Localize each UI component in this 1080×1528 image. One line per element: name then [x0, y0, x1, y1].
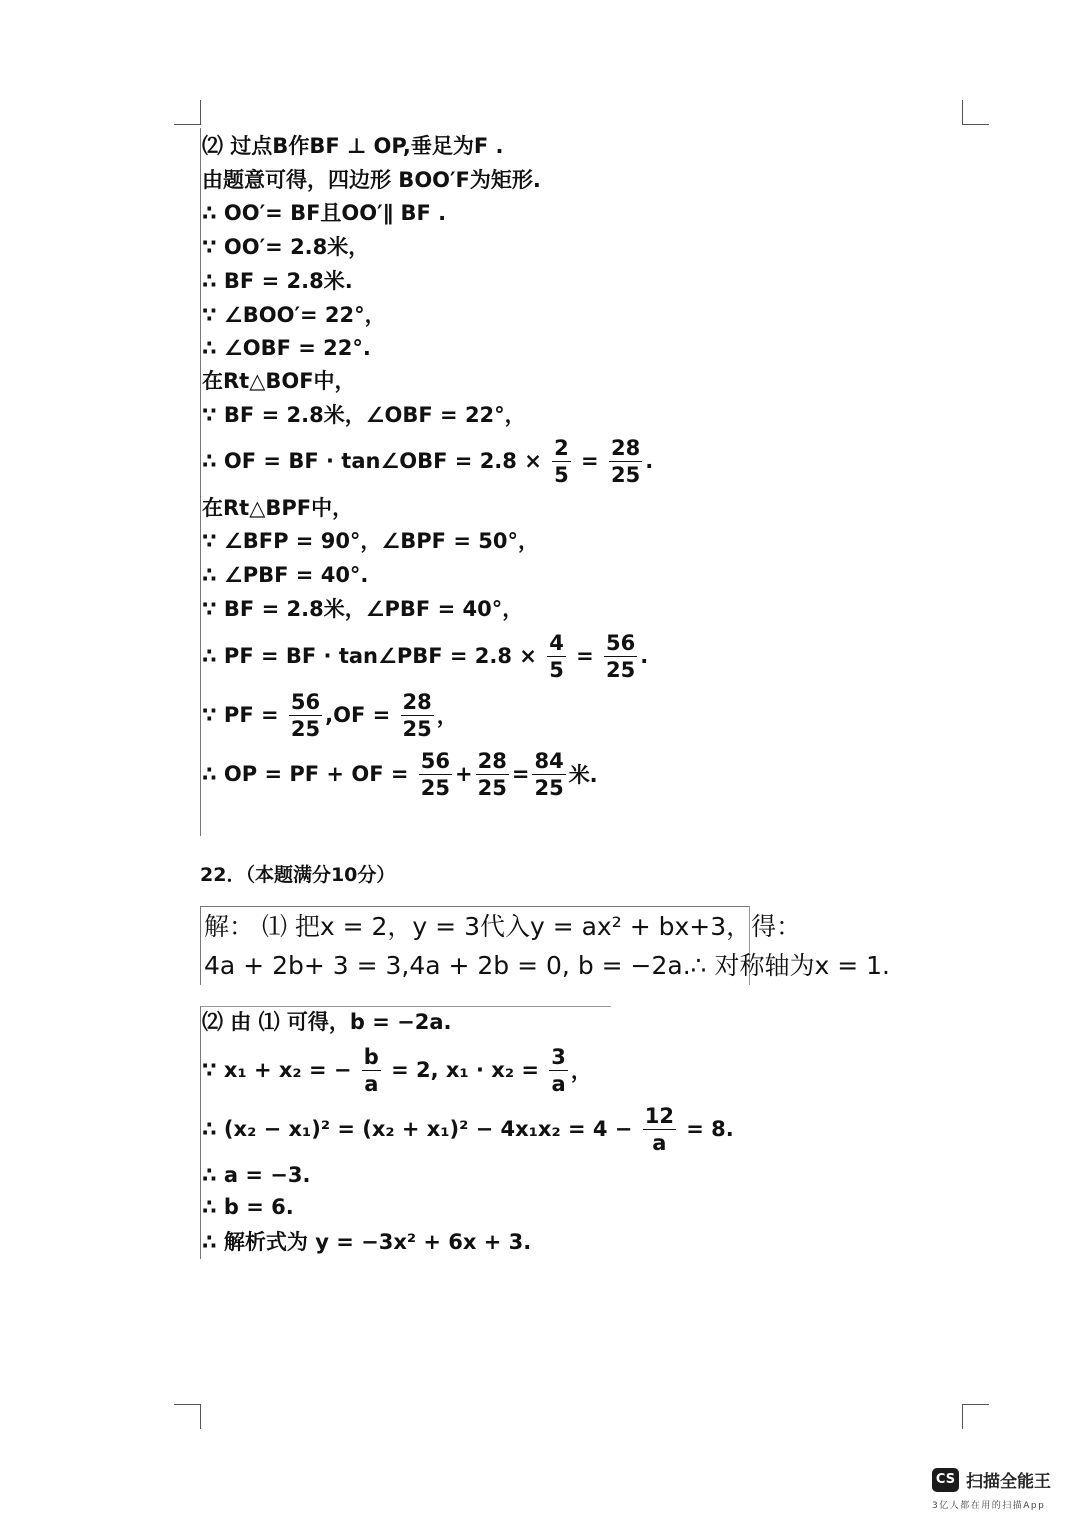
text-segment: 米. — [568, 763, 598, 787]
camscanner-logo — [932, 1467, 1051, 1492]
solution-line: 4a + 2b+ 3 = 3,4a + 2b = 0, b = −2a.∴ 对称轴为x = 1. — [204, 951, 890, 980]
crop-mark-bottom-right — [962, 1404, 989, 1429]
denominator: 25 — [477, 775, 507, 800]
solution-line: 在Rt△BPF中， — [202, 496, 354, 520]
text-segment: = — [511, 762, 530, 786]
solution-line: 解： ⑴ 把x = 2，y = 3代入y = ax² + bx+3，得： — [204, 912, 802, 941]
text-segment: = — [573, 449, 606, 473]
solution-line-fraction — [202, 1038, 592, 1102]
text-segment: . — [645, 449, 654, 473]
fraction — [609, 435, 642, 488]
fraction — [419, 748, 452, 801]
numerator: 4 — [549, 630, 564, 655]
text-segment: ∵ x₁ + x₂ = − — [202, 1058, 359, 1082]
text-segment: ∴ (x₂ − x₁)² = (x₂ + x₁)² − 4x₁x₂ = 4 − — [202, 1117, 640, 1141]
denominator: a — [364, 1071, 379, 1096]
numerator: b — [363, 1044, 379, 1069]
fraction — [552, 435, 571, 488]
solution-line: ∴ a = −3. — [202, 1163, 311, 1187]
solution-line: 由题意可得，四边形 BOO′F为矩形. — [202, 168, 541, 192]
denominator: 5 — [549, 657, 564, 682]
text-segment: ， — [436, 704, 458, 728]
fraction — [547, 630, 566, 683]
fraction — [362, 1044, 381, 1097]
numerator: 56 — [290, 689, 321, 714]
text-segment: ∴ PF = BF · tan∠PBF = 2.8 × — [202, 644, 545, 668]
text-segment: ∴ OP = PF + OF = — [202, 762, 416, 786]
solution-line: ∵ BF = 2.8米，∠PBF = 40°， — [202, 597, 524, 621]
denominator: 25 — [290, 716, 321, 741]
denominator: 25 — [420, 775, 450, 800]
numerator: 84 — [534, 748, 564, 773]
solution-line-fraction — [202, 429, 653, 493]
solution-line: ∴ b = 6. — [202, 1195, 294, 1219]
solution-line: ⑵ 由 ⑴ 可得，b = −2a. — [202, 1010, 452, 1034]
solution-line-fraction — [202, 742, 598, 806]
solution-line: ∴ OO′= BF且OO′∥ BF . — [202, 201, 447, 225]
text-segment: ,OF = — [325, 703, 398, 727]
denominator: a — [551, 1071, 566, 1096]
denominator: 25 — [610, 462, 641, 487]
fraction — [643, 1103, 676, 1156]
text-segment: + — [455, 762, 473, 786]
fraction — [401, 689, 434, 742]
question-22-title: 22．（本题满分10分） — [200, 864, 396, 886]
denominator: 25 — [534, 775, 564, 800]
fraction — [604, 630, 637, 683]
text-segment: . — [640, 644, 649, 668]
numerator: 12 — [644, 1103, 674, 1128]
text-segment: = — [568, 644, 602, 668]
solution-line: ⑵ 过点B作BF ⊥ OP,垂足为F . — [202, 134, 504, 158]
text-segment: ∵ PF = — [202, 703, 286, 727]
solution-line: ∴ ∠OBF = 22°. — [202, 336, 371, 360]
solution-line: ∴ 解析式为 y = −3x² + 6x + 3. — [202, 1230, 532, 1254]
cs-badge-icon: CS — [932, 1468, 959, 1492]
fraction — [289, 689, 322, 742]
crop-mark-top-right — [962, 100, 989, 125]
text-segment: ∴ OF = BF · tan∠OBF = 2.8 × — [202, 449, 550, 473]
denominator: 5 — [554, 462, 569, 487]
logo-tagline: 3亿人都在用的扫描App — [932, 1501, 1046, 1511]
solution-line: 在Rt△BOF中， — [202, 369, 356, 393]
numerator: 28 — [402, 689, 432, 714]
numerator: 28 — [477, 748, 507, 773]
fraction — [532, 748, 565, 801]
text-segment: = 8. — [678, 1117, 734, 1141]
crop-mark-top-left — [174, 100, 201, 125]
numerator: 28 — [610, 435, 641, 460]
solution-line: ∴ BF = 2.8米. — [202, 269, 353, 293]
solution-line: ∴ ∠PBF = 40°. — [202, 563, 369, 587]
solution-line: ∵ ∠BOO′= 22°， — [202, 303, 386, 327]
fraction — [476, 748, 509, 801]
numerator: 3 — [551, 1044, 566, 1069]
text-segment: = 2, x₁ · x₂ = — [383, 1058, 547, 1082]
solution-line: ∵ ∠BFP = 90°，∠BPF = 50°， — [202, 529, 539, 553]
logo-name: 扫描全能王 — [966, 1472, 1051, 1492]
solution-line-fraction — [202, 683, 458, 747]
solution-line-fraction — [202, 624, 648, 688]
text-segment: ， — [570, 1059, 592, 1083]
numerator: 56 — [420, 748, 450, 773]
solution-margin-line — [200, 128, 201, 836]
solution-line: ∵ OO′= 2.8米， — [202, 235, 370, 259]
denominator: a — [652, 1130, 667, 1155]
denominator: 25 — [402, 716, 432, 741]
numerator: 56 — [606, 630, 636, 655]
numerator: 2 — [554, 435, 569, 460]
solution-line-fraction — [202, 1097, 734, 1161]
denominator: 25 — [606, 657, 636, 682]
solution-line: ∵ BF = 2.8米，∠OBF = 22°， — [202, 403, 526, 427]
crop-mark-bottom-left — [174, 1404, 201, 1429]
fraction — [549, 1044, 568, 1097]
